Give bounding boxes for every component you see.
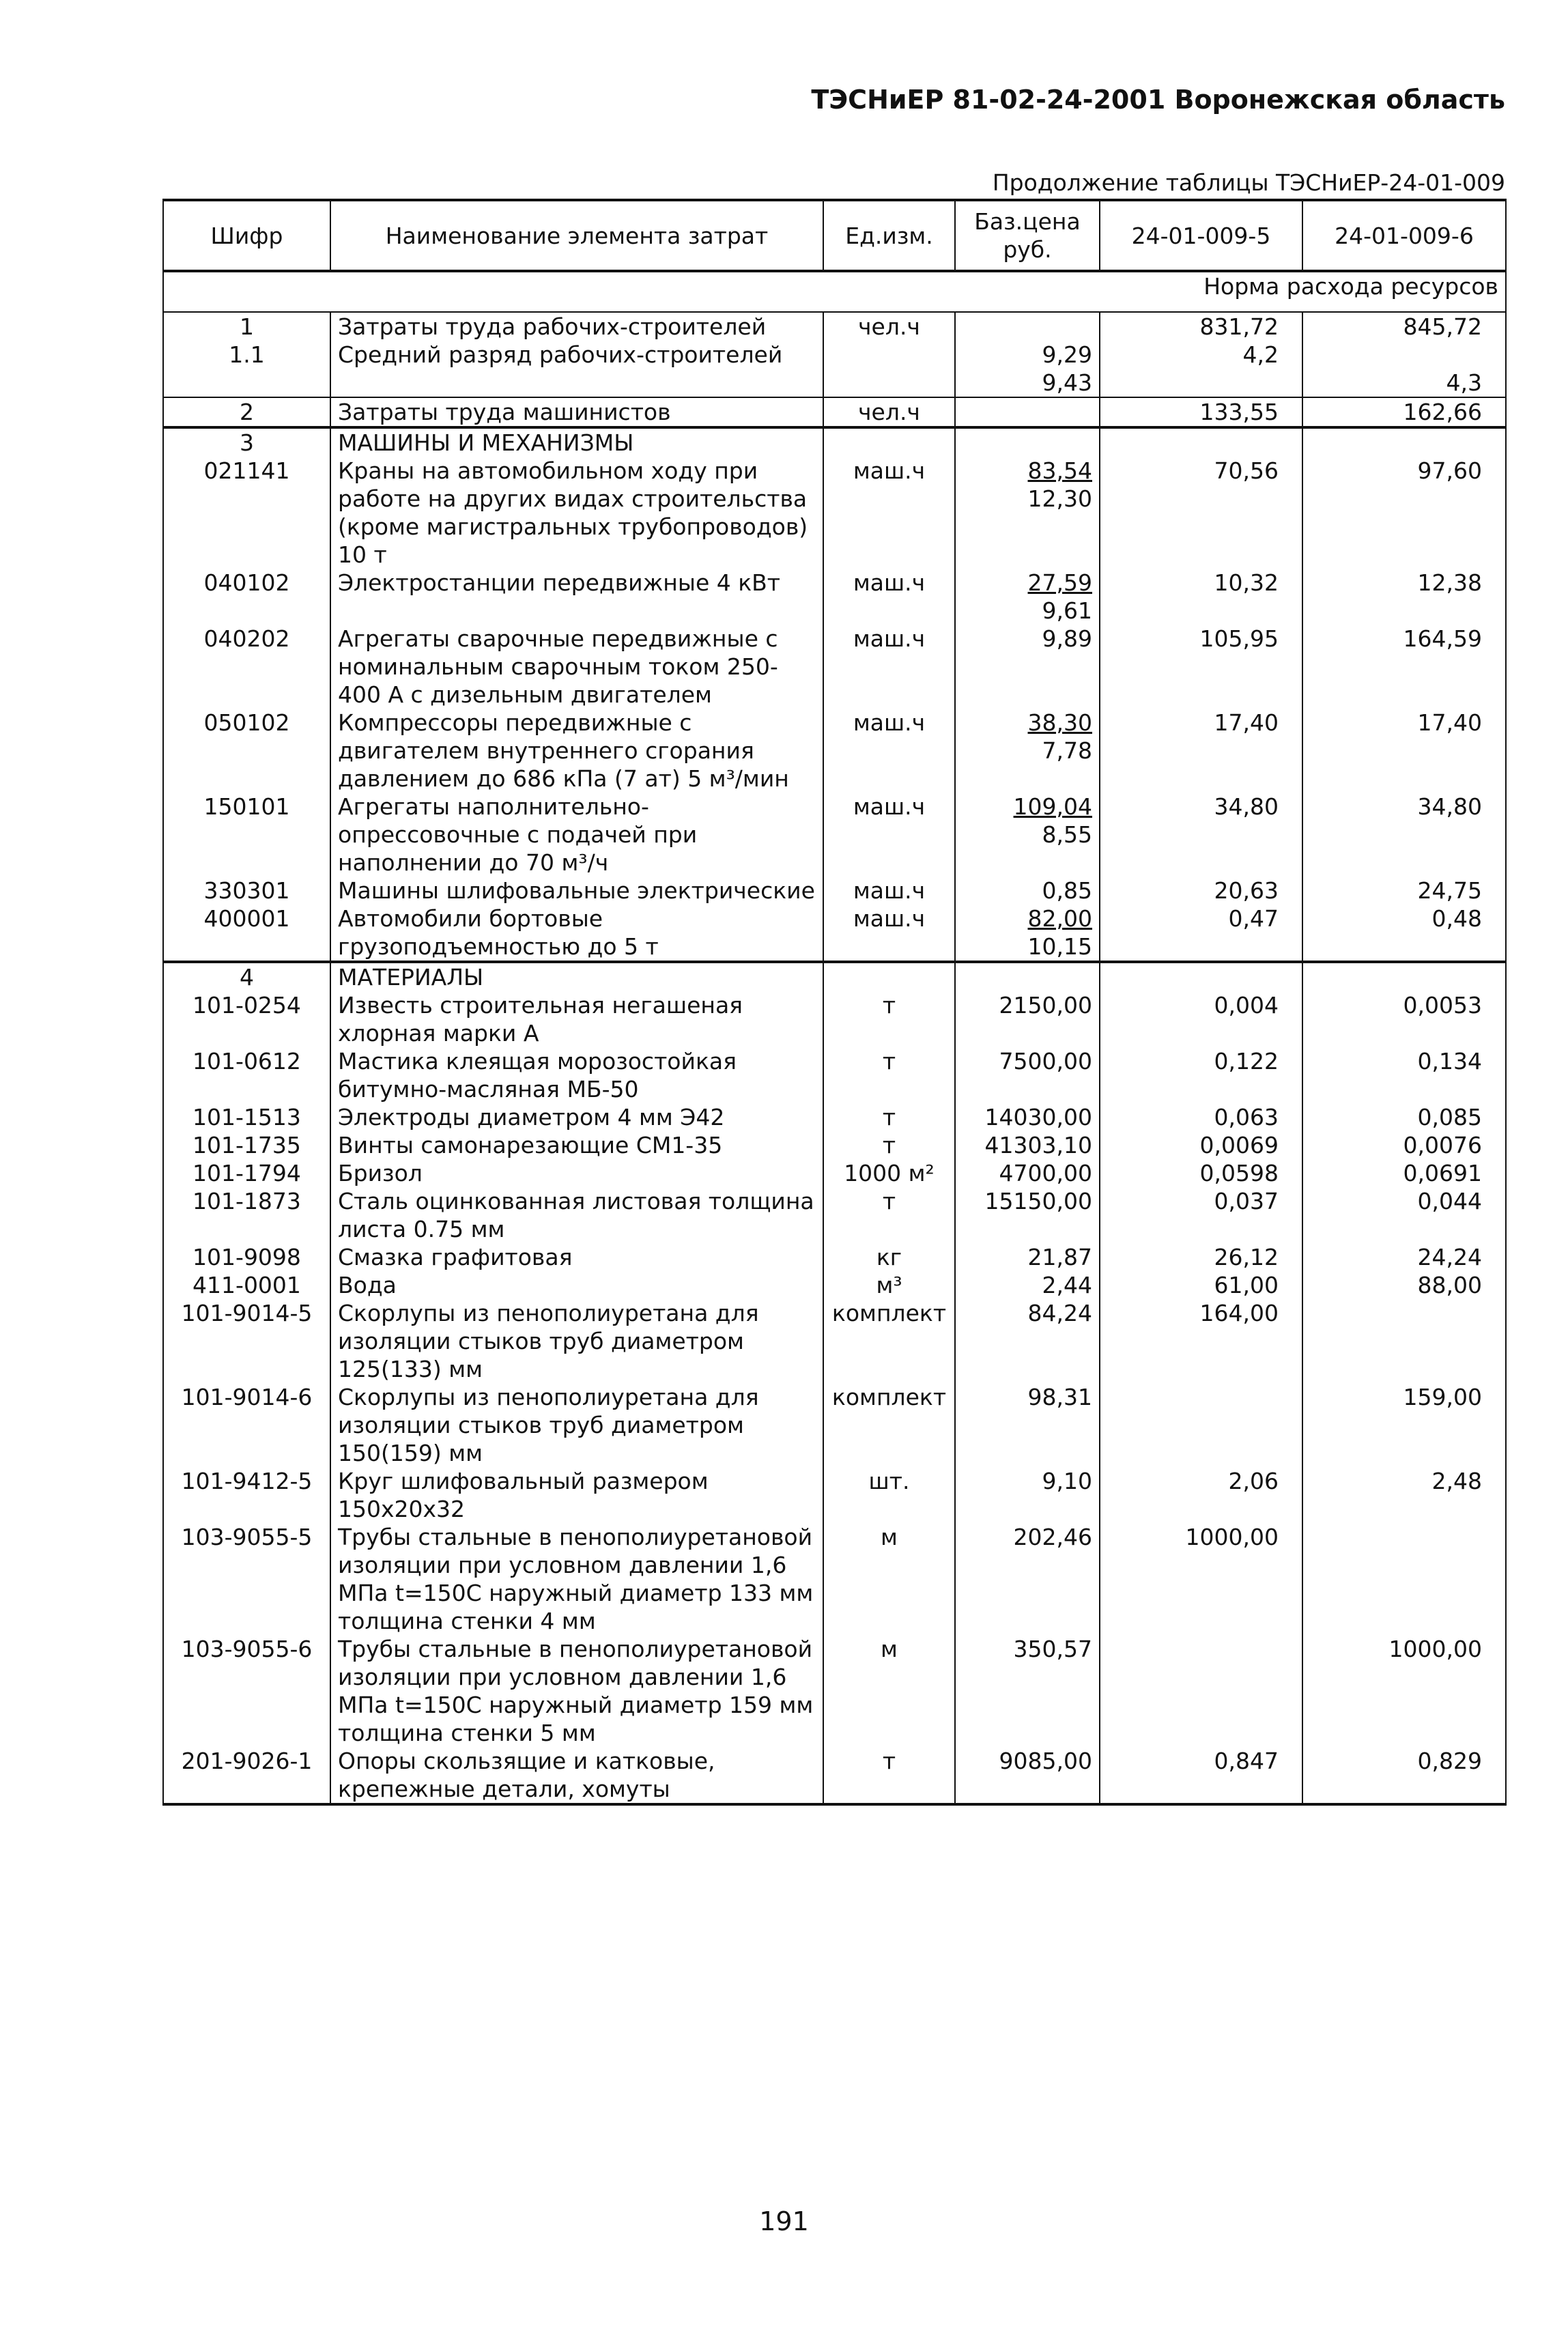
cell-price	[955, 1467, 1100, 1523]
cell-price	[955, 1523, 1100, 1635]
table-header-row	[163, 200, 1506, 271]
cell-norm-24-01-009-5: 0,847	[1100, 1747, 1302, 1804]
cell-code: 101-0254	[163, 991, 330, 1047]
cell-price	[955, 341, 1100, 397]
cell-norm-24-01-009-6	[1302, 1159, 1506, 1187]
cell-code: 103-9055-6	[163, 1635, 330, 1747]
cell-code: 101-9412-5	[163, 1467, 330, 1523]
price-wage-value: 9,61	[1042, 597, 1092, 624]
cell-price	[955, 1047, 1100, 1103]
cell-norm-24-01-009-6	[1302, 1523, 1506, 1635]
cell-price	[955, 877, 1100, 905]
cell-norm-24-01-009-5	[1100, 962, 1302, 991]
cell-code: 150101	[163, 793, 330, 877]
cell-unit: маш.ч	[823, 625, 955, 709]
col-header-code: Шифр	[163, 200, 330, 271]
cell-name: Вода	[330, 1271, 823, 1299]
cell-price	[955, 569, 1100, 625]
table-row	[163, 1103, 1506, 1131]
cell-code: 201-9026-1	[163, 1747, 330, 1804]
table-row	[163, 569, 1506, 625]
cell-price	[955, 397, 1100, 427]
cell-norm-24-01-009-6	[1302, 312, 1506, 341]
cell-norm-24-01-009-6	[1302, 1047, 1506, 1103]
resource-norms-table	[162, 199, 1507, 1806]
norm-value: 12,38	[1417, 569, 1482, 596]
cell-price	[955, 1299, 1100, 1383]
cell-unit: маш.ч	[823, 905, 955, 962]
cell-norm-24-01-009-5: 20,63	[1100, 877, 1302, 905]
table-row	[163, 1187, 1506, 1243]
table-row	[163, 1243, 1506, 1271]
cell-name: Круг шлифовальный размером 150х20х32	[330, 1467, 823, 1523]
cell-norm-24-01-009-5	[1100, 1383, 1302, 1467]
cell-norm-24-01-009-5	[1100, 427, 1302, 457]
cell-code: 040202	[163, 625, 330, 709]
cell-code: 1.1	[163, 341, 330, 397]
table-row	[163, 1131, 1506, 1159]
cell-norm-24-01-009-5: 164,00	[1100, 1299, 1302, 1383]
cell-unit: т	[823, 1131, 955, 1159]
cell-unit: маш.ч	[823, 709, 955, 793]
cell-name: Трубы стальные в пенополиуретановой изоляции при условном давлении 1,6 МПа t=150С наружный диаметр 159 мм толщина стенки 5 мм	[330, 1635, 823, 1747]
spacer	[1310, 341, 1482, 369]
cell-code: 101-0612	[163, 1047, 330, 1103]
table-row	[163, 793, 1506, 877]
norm-value: 0,085	[1417, 1104, 1482, 1130]
col-header-24-01-009-5: 24-01-009-5	[1100, 200, 1302, 271]
cell-norm-24-01-009-6	[1302, 1747, 1506, 1804]
norm-value: 1000,00	[1388, 1636, 1482, 1662]
cell-norm-24-01-009-5: 1000,00	[1100, 1523, 1302, 1635]
cell-norm-24-01-009-5: 26,12	[1100, 1243, 1302, 1271]
table-row	[163, 905, 1506, 962]
norm-value: 24,24	[1417, 1244, 1482, 1270]
cell-norm-24-01-009-6	[1302, 793, 1506, 877]
cell-norm-24-01-009-6	[1302, 1271, 1506, 1299]
cell-unit	[823, 341, 955, 397]
cell-price	[955, 1103, 1100, 1131]
col-header-unit: Ед.изм.	[823, 200, 955, 271]
price-value: 27,59	[1027, 569, 1092, 596]
norm-value: 164,59	[1403, 625, 1482, 652]
table-row	[163, 877, 1506, 905]
cell-unit: 1000 м²	[823, 1159, 955, 1187]
norm-value: 2,48	[1431, 1468, 1482, 1494]
norm-value: 34,80	[1417, 793, 1482, 820]
cell-norm-24-01-009-5: 133,55	[1100, 397, 1302, 427]
table-row	[163, 1383, 1506, 1467]
cell-name: Мастика клеящая морозостойкая битумно-масляная МБ-50	[330, 1047, 823, 1103]
cell-price	[955, 457, 1100, 569]
cell-price	[955, 625, 1100, 709]
cell-norm-24-01-009-6	[1302, 709, 1506, 793]
cell-norm-24-01-009-6	[1302, 457, 1506, 569]
price-value: 82,00	[1027, 905, 1092, 932]
norm-value: 159,00	[1403, 1384, 1482, 1410]
cell-code: 040102	[163, 569, 330, 625]
price-value: 7500,00	[999, 1048, 1092, 1075]
cell-code: 411-0001	[163, 1271, 330, 1299]
cell-price	[955, 793, 1100, 877]
page-number: 191	[759, 2206, 809, 2236]
cell-name: Смазка графитовая	[330, 1243, 823, 1271]
price-value: 41303,10	[984, 1132, 1092, 1158]
table-row	[163, 962, 1506, 991]
cell-norm-24-01-009-6	[1302, 1243, 1506, 1271]
cell-unit: маш.ч	[823, 457, 955, 569]
cell-name: Затраты труда машинистов	[330, 397, 823, 427]
table-row	[163, 397, 1506, 427]
cell-code: 101-9098	[163, 1243, 330, 1271]
cell-norm-24-01-009-6	[1302, 1299, 1506, 1383]
table-row	[163, 1747, 1506, 1804]
cell-unit: маш.ч	[823, 569, 955, 625]
price-value: 9,10	[1042, 1468, 1092, 1494]
cell-norm-24-01-009-6	[1302, 1187, 1506, 1243]
norm-value: 97,60	[1417, 457, 1482, 484]
cell-name: МАШИНЫ И МЕХАНИЗМЫ	[330, 427, 823, 457]
norm-label-row	[163, 271, 1506, 312]
cell-price	[955, 1131, 1100, 1159]
col-header-24-01-009-6: 24-01-009-6	[1302, 200, 1506, 271]
cell-code: 3	[163, 427, 330, 457]
table-row	[163, 341, 1506, 397]
price-value: 2150,00	[999, 992, 1092, 1019]
cell-unit: чел.ч	[823, 312, 955, 341]
norm-value: 162,66	[1403, 399, 1482, 425]
cell-unit: т	[823, 1103, 955, 1131]
col-header-name: Наименование элемента затрат	[330, 200, 823, 271]
cell-norm-24-01-009-6	[1302, 1383, 1506, 1467]
cell-price	[955, 1187, 1100, 1243]
cell-name: Электроды диаметром 4 мм Э42	[330, 1103, 823, 1131]
cell-unit: т	[823, 991, 955, 1047]
cell-name: Средний разряд рабочих-строителей	[330, 341, 823, 397]
cell-code: 400001	[163, 905, 330, 962]
cell-norm-24-01-009-6	[1302, 1131, 1506, 1159]
cell-norm-24-01-009-5: 2,06	[1100, 1467, 1302, 1523]
cell-norm-24-01-009-5: 70,56	[1100, 457, 1302, 569]
cell-unit: т	[823, 1187, 955, 1243]
cell-price	[955, 427, 1100, 457]
cell-name: Сталь оцинкованная листовая толщина листа 0.75 мм	[330, 1187, 823, 1243]
table-row	[163, 1271, 1506, 1299]
cell-unit: м	[823, 1523, 955, 1635]
table-row	[163, 991, 1506, 1047]
table-row	[163, 1523, 1506, 1635]
cell-code: 101-9014-5	[163, 1299, 330, 1383]
cell-unit: м³	[823, 1271, 955, 1299]
cell-unit: комплект	[823, 1383, 955, 1467]
cell-norm-24-01-009-6	[1302, 877, 1506, 905]
cell-price	[955, 1635, 1100, 1747]
norm-value: 0,48	[1431, 905, 1482, 932]
cell-unit: маш.ч	[823, 793, 955, 877]
cell-norm-24-01-009-5: 34,80	[1100, 793, 1302, 877]
cell-name: Автомобили бортовые грузоподъемностью до 5 т	[330, 905, 823, 962]
cell-norm-24-01-009-6	[1302, 991, 1506, 1047]
cell-price	[955, 1159, 1100, 1187]
cell-norm-24-01-009-5	[1100, 1635, 1302, 1747]
price-wage-value: 10,15	[1027, 933, 1092, 960]
cell-unit: т	[823, 1747, 955, 1804]
price-wage-value: 9,43	[1042, 369, 1092, 396]
cell-norm-24-01-009-5: 0,47	[1100, 905, 1302, 962]
price-value: 14030,00	[984, 1104, 1092, 1130]
cell-code: 2	[163, 397, 330, 427]
norm-value: 0,134	[1417, 1048, 1482, 1075]
cell-code: 101-1735	[163, 1131, 330, 1159]
cell-name: Затраты труда рабочих-строителей	[330, 312, 823, 341]
price-value: 38,30	[1027, 709, 1092, 736]
cell-price	[955, 709, 1100, 793]
cell-unit	[823, 962, 955, 991]
cell-unit: м	[823, 1635, 955, 1747]
price-wage-value: 8,55	[1042, 821, 1092, 848]
cell-name: МАТЕРИАЛЫ	[330, 962, 823, 991]
table-row	[163, 312, 1506, 341]
cell-norm-24-01-009-6	[1302, 905, 1506, 962]
cell-price	[955, 1243, 1100, 1271]
document-title: ТЭСНиЕР 81-02-24-2001 Воронежская область	[811, 85, 1505, 115]
cell-norm-24-01-009-6	[1302, 1635, 1506, 1747]
cell-name: Скорлупы из пенополиуретана для изоляции стыков труб диаметром 125(133) мм	[330, 1299, 823, 1383]
cell-code: 101-1873	[163, 1187, 330, 1243]
cell-code: 050102	[163, 709, 330, 793]
cell-unit: шт.	[823, 1467, 955, 1523]
col-header-price: Баз.цена руб.	[955, 200, 1100, 271]
cell-norm-24-01-009-5: 0,063	[1100, 1103, 1302, 1131]
norm-value: 0,0076	[1403, 1132, 1482, 1158]
norm-value: 0,044	[1417, 1188, 1482, 1214]
price-value: 15150,00	[984, 1188, 1092, 1214]
cell-norm-24-01-009-5: 0,122	[1100, 1047, 1302, 1103]
price-value: 21,87	[1027, 1244, 1092, 1270]
cell-name: Опоры скользящие и катковые, крепежные детали, хомуты	[330, 1747, 823, 1804]
price-value: 98,31	[1027, 1384, 1092, 1410]
price-value: 109,04	[1013, 793, 1092, 820]
cell-price	[955, 312, 1100, 341]
cell-name: Краны на автомобильном ходу при работе на других видах строительства (кроме магистральных трубопроводов) 10 т	[330, 457, 823, 569]
table-row	[163, 709, 1506, 793]
norm-value: 0,829	[1417, 1748, 1482, 1774]
cell-unit: кг	[823, 1243, 955, 1271]
cell-norm-24-01-009-5: 0,0598	[1100, 1159, 1302, 1187]
cell-name: Электростанции передвижные 4 кВт	[330, 569, 823, 625]
cell-norm-24-01-009-5: 0,004	[1100, 991, 1302, 1047]
price-value: 9085,00	[999, 1748, 1092, 1774]
table-row	[163, 1299, 1506, 1383]
table-row	[163, 1467, 1506, 1523]
price-value: 84,24	[1027, 1300, 1092, 1326]
cell-norm-24-01-009-5: 105,95	[1100, 625, 1302, 709]
price-value: 0,85	[1042, 877, 1092, 904]
cell-name: Известь строительная негашеная хлорная марки А	[330, 991, 823, 1047]
cell-name: Машины шлифовальные электрические	[330, 877, 823, 905]
cell-unit	[823, 427, 955, 457]
cell-code: 101-1513	[163, 1103, 330, 1131]
cell-code: 330301	[163, 877, 330, 905]
price-value: 350,57	[1013, 1636, 1092, 1662]
cell-code: 103-9055-5	[163, 1523, 330, 1635]
table-row	[163, 1047, 1506, 1103]
cell-norm-24-01-009-5: 0,037	[1100, 1187, 1302, 1243]
cell-norm-24-01-009-5: 61,00	[1100, 1271, 1302, 1299]
cell-price	[955, 1383, 1100, 1467]
table-continuation-caption: Продолжение таблицы ТЭСНиЕР-24-01-009	[992, 169, 1505, 196]
cell-norm-24-01-009-6	[1302, 1467, 1506, 1523]
cell-norm-24-01-009-6	[1302, 625, 1506, 709]
cell-code: 101-9014-6	[163, 1383, 330, 1467]
cell-name: Винты самонарезающие СМ1-35	[330, 1131, 823, 1159]
cell-unit: т	[823, 1047, 955, 1103]
cell-norm-24-01-009-6	[1302, 397, 1506, 427]
cell-price	[955, 962, 1100, 991]
price-value: 4700,00	[999, 1160, 1092, 1186]
cell-norm-24-01-009-5: 17,40	[1100, 709, 1302, 793]
cell-price	[955, 905, 1100, 962]
cell-unit: чел.ч	[823, 397, 955, 427]
table-row	[163, 457, 1506, 569]
table-row	[163, 1635, 1506, 1747]
cell-norm-24-01-009-6	[1302, 962, 1506, 991]
norm-value: 845,72	[1403, 313, 1482, 340]
cell-name: Агрегаты сварочные передвижные с номинальным сварочным током 250-400 А с дизельным двигателем	[330, 625, 823, 709]
norm-value: 88,00	[1417, 1272, 1482, 1298]
cell-code: 021141	[163, 457, 330, 569]
norm-value: 0,0691	[1403, 1160, 1482, 1186]
cell-norm-24-01-009-5: 0,0069	[1100, 1131, 1302, 1159]
cell-code: 1	[163, 312, 330, 341]
price-value: 9,29	[1042, 341, 1092, 368]
cell-name: Бризол	[330, 1159, 823, 1187]
cell-price	[955, 1271, 1100, 1299]
norm-value: 4,3	[1446, 369, 1482, 396]
cell-norm-24-01-009-6	[1302, 569, 1506, 625]
price-value: 202,46	[1013, 1524, 1092, 1550]
cell-norm-24-01-009-5: 4,2	[1100, 341, 1302, 397]
cell-name: Трубы стальные в пенополиуретановой изоляции при условном давлении 1,6 МПа t=150С наружный диаметр 133 мм толщина стенки 4 мм	[330, 1523, 823, 1635]
table-row	[163, 427, 1506, 457]
price-value: 9,89	[1042, 625, 1092, 652]
norm-label: Норма расхода ресурсов	[163, 271, 1506, 312]
cell-norm-24-01-009-5: 10,32	[1100, 569, 1302, 625]
cell-unit: маш.ч	[823, 877, 955, 905]
norm-value: 17,40	[1417, 709, 1482, 736]
cell-price	[955, 991, 1100, 1047]
cell-unit: комплект	[823, 1299, 955, 1383]
cell-name: Агрегаты наполнительно-опрессовочные с подачей при наполнении до 70 м³/ч	[330, 793, 823, 877]
cell-norm-24-01-009-6	[1302, 1103, 1506, 1131]
norm-value: 24,75	[1417, 877, 1482, 904]
cell-name: Скорлупы из пенополиуретана для изоляции стыков труб диаметром 150(159) мм	[330, 1383, 823, 1467]
table-row	[163, 625, 1506, 709]
cell-norm-24-01-009-6	[1302, 341, 1506, 397]
price-value: 83,54	[1027, 457, 1092, 484]
price-wage-value: 7,78	[1042, 737, 1092, 764]
cell-name: Компрессоры передвижные с двигателем внутреннего сгорания давлением до 686 кПа (7 ат) 5 м³/мин	[330, 709, 823, 793]
cell-norm-24-01-009-6	[1302, 427, 1506, 457]
cell-price	[955, 1747, 1100, 1804]
price-value: 2,44	[1042, 1272, 1092, 1298]
norm-value: 0,0053	[1403, 992, 1482, 1019]
cell-code: 4	[163, 962, 330, 991]
price-wage-value: 12,30	[1027, 485, 1092, 512]
table-row	[163, 1159, 1506, 1187]
cell-code: 101-1794	[163, 1159, 330, 1187]
cell-norm-24-01-009-5: 831,72	[1100, 312, 1302, 341]
